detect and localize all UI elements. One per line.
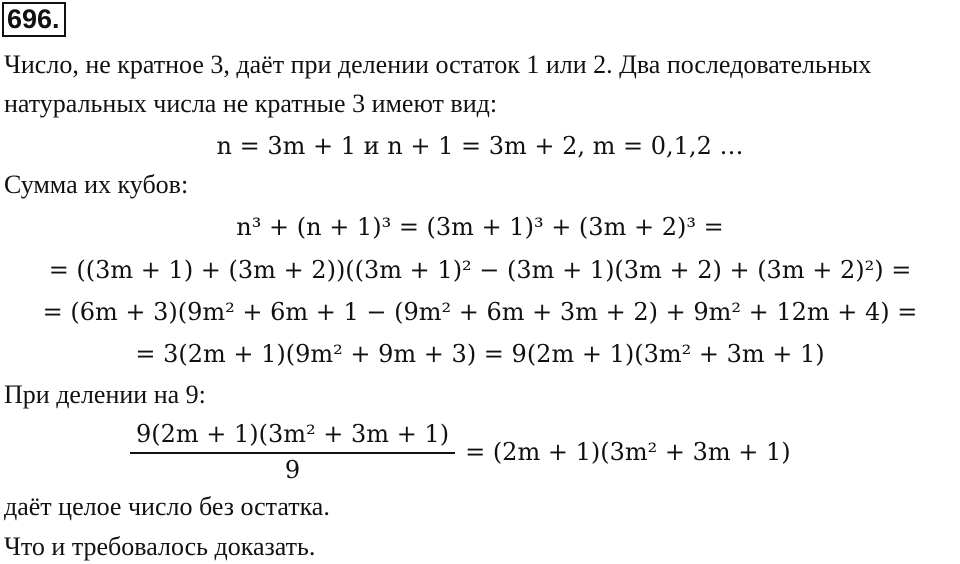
- sum-equation-line-4: = 3(2m + 1)(9m² + 9m + 3) = 9(2m + 1)(3m² + 3m + 1): [135, 340, 825, 368]
- qed-text: Что и требовалось доказать.: [4, 532, 316, 561]
- fraction-denominator: 9: [284, 456, 301, 484]
- sum-equation-line-1: n³ + (n + 1)³ = (3m + 1)³ + (3m + 2)³ =: [236, 213, 724, 241]
- conclusion-text: даёт целое число без остатка.: [4, 492, 330, 521]
- division-equation: [130, 418, 791, 486]
- intro-line-1: Число, не кратное 3, даёт при делении остаток 1 или 2. Два последовательных: [4, 50, 872, 79]
- fraction: [130, 420, 455, 484]
- sum-equation-line-3: = (6m + 3)(9m² + 6m + 1 − (9m² + 6m + 3m + 2) + 9m² + 12m + 4) =: [42, 298, 918, 326]
- sum-label: Сумма их кубов:: [4, 170, 189, 199]
- fraction-numerator: 9(2m + 1)(3m² + 3m + 1): [130, 420, 455, 454]
- sum-equation-line-2: = ((3m + 1) + (3m + 2))((3m + 1)² − (3m + 1)(3m + 2) + (3m + 2)²) =: [48, 256, 912, 284]
- division-label: При делении на 9:: [4, 380, 206, 409]
- intro-line-2: натуральных числа не кратные 3 имеют вид:: [4, 89, 498, 118]
- problem-number: 696.: [2, 2, 66, 37]
- fraction-result: = (2m + 1)(3m² + 3m + 1): [465, 438, 791, 466]
- number-form-equation: n = 3m + 1 и n + 1 = 3m + 2, m = 0,1,2 …: [216, 132, 744, 160]
